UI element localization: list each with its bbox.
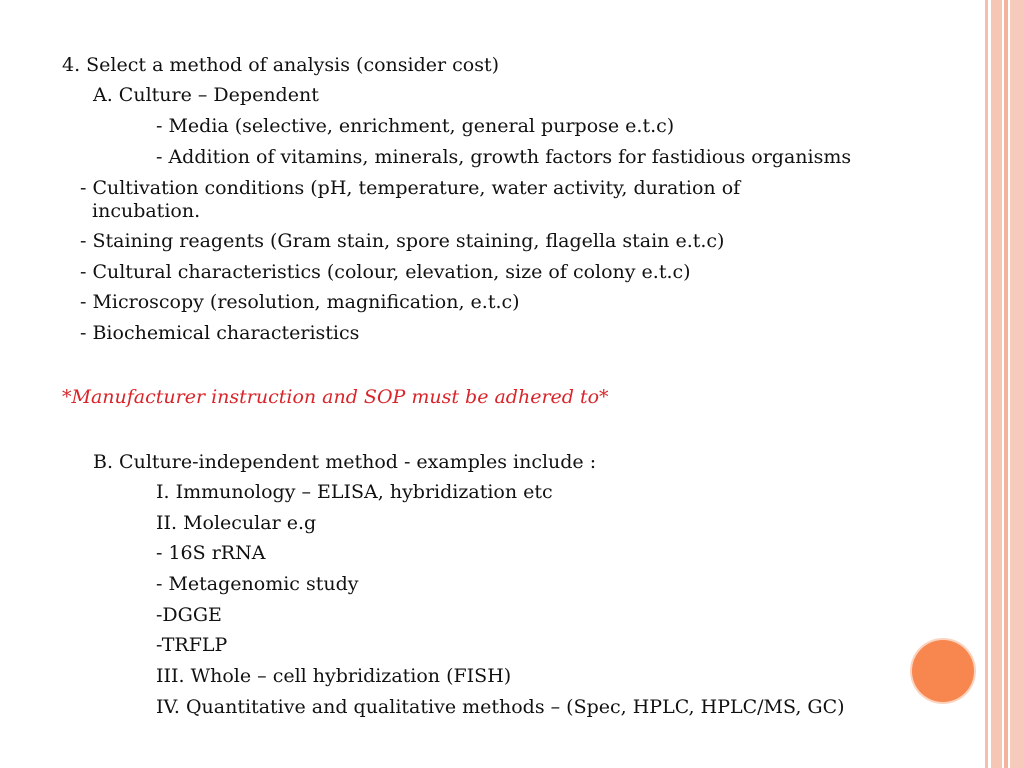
item-dgge: -DGGE — [156, 604, 222, 626]
item-molecular: II. Molecular e.g — [156, 512, 317, 534]
item-metagenomic: - Metagenomic study — [156, 573, 359, 595]
section-a-heading: A. Culture – Dependent — [93, 84, 319, 106]
stripe — [991, 0, 1002, 768]
item-fish: III. Whole – cell hybridization (FISH) — [156, 665, 512, 687]
bullet-microscopy: - Microscopy (resolution, magnification, e.t.c) — [80, 291, 520, 313]
item-trflp: -TRFLP — [156, 634, 228, 656]
item-16s-rrna: - 16S rRNA — [156, 542, 266, 564]
stripe — [1004, 0, 1008, 768]
bullet-cultural: - Cultural characteristics (colour, elevation, size of colony e.t.c) — [80, 261, 691, 283]
stripe — [1010, 0, 1024, 768]
item-immunology: I. Immunology – ELISA, hybridization etc — [156, 481, 553, 503]
bullet-biochemical: - Biochemical characteristics — [80, 322, 360, 344]
section-b-heading: B. Culture-independent method - examples include : — [93, 451, 597, 473]
decorative-stripes — [978, 0, 1024, 768]
accent-circle — [912, 640, 974, 702]
bullet-media: - Media (selective, enrichment, general purpose e.t.c) — [156, 115, 675, 137]
bullet-additions: - Addition of vitamins, minerals, growth factors for fastidious organisms — [156, 146, 852, 168]
bullet-staining: - Staining reagents (Gram stain, spore staining, flagella stain e.t.c) — [80, 230, 725, 252]
bullet-cultivation: - Cultivation conditions (pH, temperature, water activity, duration of — [80, 177, 741, 199]
item-quantitative: IV. Quantitative and qualitative methods – (Spec, HPLC, HPLC/MS, GC) — [156, 696, 845, 718]
bullet-cultivation-cont: incubation. — [92, 200, 201, 222]
stripe — [985, 0, 988, 768]
manufacturer-note: *Manufacturer instruction and SOP must be adhered to* — [62, 386, 609, 408]
step-heading: 4. Select a method of analysis (consider cost) — [62, 54, 499, 76]
